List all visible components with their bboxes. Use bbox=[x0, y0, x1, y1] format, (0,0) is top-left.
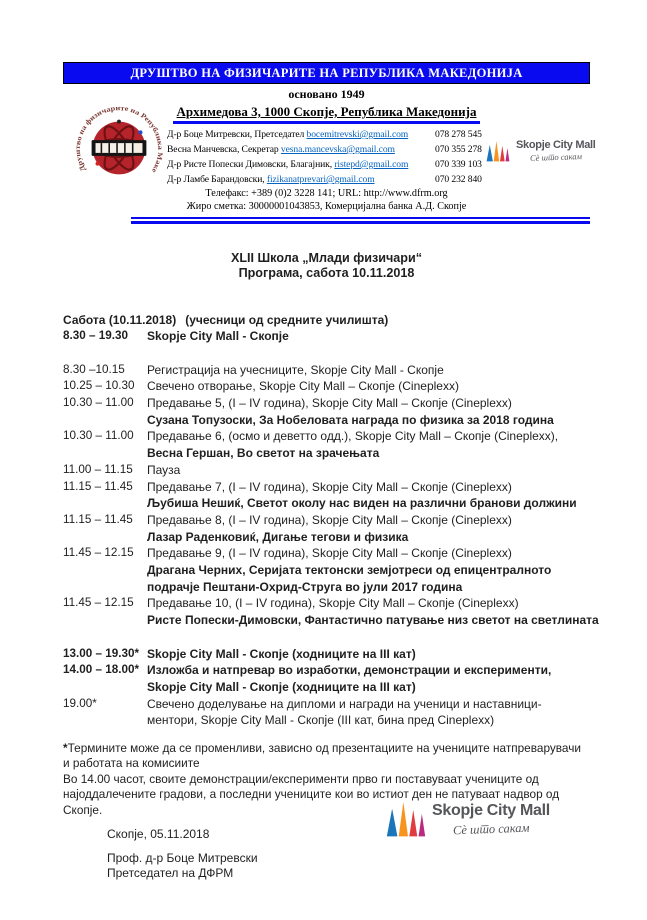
footnote-para1 bbox=[63, 741, 590, 772]
schedule-time: 14.00 – 18.00* bbox=[63, 663, 140, 677]
schedule-line: Skopje City Mall - Скопје (ходниците на III кат) bbox=[147, 679, 416, 694]
schedule-line: Предавање 9, (I – IV година), Skopje City Mall – Скопје (Cineplexx) bbox=[147, 546, 512, 561]
schedule-desc bbox=[147, 662, 590, 695]
schedule-line: Свечено доделување на дипломи и награди на ученици и наставници- bbox=[147, 696, 542, 711]
schedule-line: Предавање 6, (осмо и деветто одд.), Skopje City Mall – Скопје (Cineplexx), bbox=[147, 429, 559, 444]
schedule-line: Предавање 8, (I – IV година), Skopje City Mall – Скопје (Cineplexx) bbox=[147, 512, 512, 527]
abacus-icon bbox=[92, 140, 147, 156]
schedule-line: Skopje City Mall - Скопје (ходниците на III кат) bbox=[147, 646, 416, 661]
schedule-time: 8.30 – 19.30 bbox=[63, 329, 128, 343]
schedule-desc bbox=[147, 545, 590, 595]
mall-logo-text bbox=[432, 802, 550, 837]
schedule-row bbox=[63, 378, 590, 395]
schedule-row bbox=[63, 595, 599, 628]
dfrm-ring-text: Друштво на физичарите на Република Маке bbox=[74, 104, 164, 174]
address-line: Архимедова 3, 1000 Скопје, Република Македонија bbox=[173, 104, 481, 124]
schedule-time: 8.30 –10.15 bbox=[63, 362, 125, 376]
footnote-star: * bbox=[63, 741, 68, 756]
contact-name: Весна Манчевска, Секретар vesna.mancevska@gmail.com bbox=[167, 144, 395, 155]
contact-name: Д-р Боце Митревски, Претседател bocemitrevski@gmail.com bbox=[167, 129, 409, 140]
footnote-text1: Термините може да се променливи, зависно од презентациите на учениците натпреварувачи и работата на комисиите bbox=[63, 741, 581, 771]
founded-line: основано 1949 bbox=[288, 87, 365, 101]
schedule-line: Предавање 7, (I – IV година), Skopje City Mall – Скопје (Cineplexx) bbox=[147, 479, 512, 494]
schedule-desc bbox=[185, 312, 590, 329]
mall-logo-tagline: Сè што сакам bbox=[529, 151, 582, 163]
contact-row bbox=[167, 142, 491, 157]
schedule-row bbox=[63, 312, 590, 329]
program-subtitle: Програма, сабота 10.11.2018 bbox=[238, 265, 415, 280]
schedule-time: Сабота (10.11.2018) bbox=[63, 312, 177, 327]
header-divider bbox=[131, 217, 590, 224]
schedule-line: Ристе Попески-Димовски, Фантастично патување низ светот на светлината bbox=[147, 613, 599, 628]
schedule-time: 11.15 – 11.45 bbox=[63, 512, 133, 526]
schedule-row bbox=[63, 646, 590, 663]
contact-email-link[interactable]: bocemitrevski@gmail.com bbox=[306, 129, 409, 140]
schedule-desc bbox=[147, 646, 590, 663]
schedule-line: Пауза bbox=[147, 462, 181, 477]
schedule-line: Сузана Топузоски, За Нобеловата награда по физика за 2018 година bbox=[147, 412, 554, 427]
schedule-desc bbox=[147, 512, 590, 545]
bank-account-line: Жиро сметка: 30000001043853, Комерцијална банка А.Д. Скопје bbox=[186, 201, 467, 212]
schedule-line: Регистрација на учесниците, Skopje City Mall - Скопје bbox=[147, 362, 444, 377]
schedule-time: 19.00* bbox=[63, 696, 97, 710]
schedule-row bbox=[63, 545, 590, 595]
schedule-row bbox=[63, 696, 590, 729]
schedule-line: Лазар Раденковиќ, Дигање тегови и физика bbox=[147, 529, 409, 544]
mall-logo-name: Skopje City Mall bbox=[432, 802, 550, 819]
schedule-line: Свечено отворање, Skopje City Mall – Скопје (Cineplexx) bbox=[147, 379, 459, 394]
schedule-desc bbox=[147, 378, 590, 395]
schedule-row bbox=[63, 428, 590, 461]
skopje-city-mall-logo-small bbox=[486, 139, 596, 163]
org-name-banner: ДРУШТВО НА ФИЗИЧАРИТЕ НА РЕПУБЛИКА МАКЕДОНИЈА bbox=[63, 62, 590, 84]
schedule-desc bbox=[147, 328, 590, 345]
schedule-row bbox=[63, 328, 590, 345]
schedule-gap bbox=[63, 629, 590, 646]
schedule-line: Предавање 5, (I – IV година), Skopje City Mall – Скопје (Cineplexx) bbox=[147, 396, 512, 410]
schedule-row bbox=[63, 479, 590, 512]
schedule-line: подрачје Пештани-Охрид-Струга во јули 2017 година bbox=[147, 579, 463, 594]
contact-row bbox=[167, 127, 491, 142]
schedule-time: 10.30 – 11.00 bbox=[63, 429, 134, 443]
schedule-line: Изложба и натпревар во изработки, демонстрации и експерименти, bbox=[147, 663, 552, 678]
electron-dot-dark bbox=[117, 120, 121, 124]
signature-name: Проф. д-р Боце Митревски bbox=[107, 851, 258, 866]
schedule-desc bbox=[147, 462, 590, 479]
dfrm-society-logo bbox=[74, 101, 164, 195]
mall-logo-text bbox=[516, 139, 596, 162]
contact-name: Д-р Ристе Попески Димовски, Благајник, ristepd@gmail.com bbox=[167, 159, 409, 170]
schedule-time: 10.30 – 11.00 bbox=[63, 396, 134, 409]
schedule-desc bbox=[147, 696, 590, 729]
schedule-line: Драгана Черних, Серијата тектонски земјотреси од епицентралното bbox=[147, 563, 552, 578]
schedule-desc bbox=[147, 395, 590, 428]
schedule-line: ментори, Skopje City Mall - Скопје (III кат, бина пред Cineplexx) bbox=[147, 713, 495, 728]
schedule-row bbox=[63, 662, 590, 695]
contact-list bbox=[167, 127, 491, 187]
signature-place-date: Скопје, 05.11.2018 bbox=[107, 827, 210, 842]
schedule-time: 10.25 – 10.30 bbox=[63, 379, 135, 393]
mall-logo-tagline: Сè што сакам bbox=[452, 820, 530, 838]
schedule-line: (учесници од средните училишта) bbox=[185, 312, 389, 327]
schedule-row bbox=[63, 512, 590, 545]
contact-phone: 078 278 545 bbox=[435, 129, 482, 140]
schedule bbox=[63, 312, 599, 730]
mall-logo-name: Skopje City Mall bbox=[516, 139, 596, 151]
program-title: XLII Школа „Млади физичари“ bbox=[230, 250, 423, 265]
schedule-time: 11.00 – 11.15 bbox=[63, 462, 133, 476]
schedule-desc bbox=[147, 362, 590, 379]
schedule-line: Skopje City Mall - Скопје bbox=[147, 329, 289, 344]
electron-dot-blue bbox=[139, 130, 143, 134]
schedule-desc bbox=[147, 428, 590, 461]
schedule-line: Весна Гершан, Во светот на зрачењата bbox=[147, 446, 380, 461]
contact-phone: 070 355 278 bbox=[435, 144, 482, 155]
schedule-row bbox=[63, 462, 590, 479]
signature-role: Претседател на ДФРМ bbox=[107, 866, 234, 881]
schedule-time: 11.45 – 12.15 bbox=[63, 546, 134, 560]
schedule-line: Предавање 10, (I – IV година), Skopje City Mall – Скопје (Cineplexx) bbox=[147, 596, 519, 611]
contact-email-link[interactable]: fizikanatprevari@gmail.com bbox=[266, 174, 375, 185]
mall-logo-bars-icon bbox=[386, 802, 426, 839]
schedule-desc bbox=[147, 595, 599, 628]
contact-row bbox=[167, 172, 491, 187]
schedule-time: 13.00 – 19.30* bbox=[63, 646, 140, 660]
contact-email-link[interactable]: vesna.mancevska@gmail.com bbox=[280, 144, 395, 155]
footnote-para2: Во 14.00 часот, своите демонстрации/експерименти прво ги поставуваат учениците од најоддалечените градови, а последни учениците кои во истиот ден не патуваат надвор од Скопје. bbox=[63, 771, 560, 817]
contact-phone: 070 232 840 bbox=[435, 174, 482, 185]
electron-dot-red bbox=[96, 162, 100, 166]
telefax-line: Телефакс: +389 (0)2 3228 141; URL: http://www.dfrm.org bbox=[205, 188, 448, 199]
schedule-row bbox=[63, 362, 590, 379]
schedule-line: Љубиша Нешиќ, Светот околу нас виден на различни бранови должини bbox=[147, 496, 577, 511]
contact-email-link[interactable]: ristepd@gmail.com bbox=[334, 159, 409, 170]
schedule-gap bbox=[63, 345, 590, 362]
mall-logo-bars-icon bbox=[486, 141, 510, 163]
skopje-city-mall-logo-big bbox=[386, 802, 550, 839]
contact-name: Д-р Ламбе Барандовски, fizikanatprevari@gmail.com bbox=[167, 174, 375, 185]
schedule-time: 11.15 – 11.45 bbox=[63, 479, 133, 493]
schedule-time: 11.45 – 12.15 bbox=[63, 596, 134, 610]
schedule-desc bbox=[147, 479, 590, 512]
contact-phone: 070 339 103 bbox=[435, 159, 482, 170]
contact-row bbox=[167, 157, 491, 172]
schedule-row bbox=[63, 395, 590, 428]
